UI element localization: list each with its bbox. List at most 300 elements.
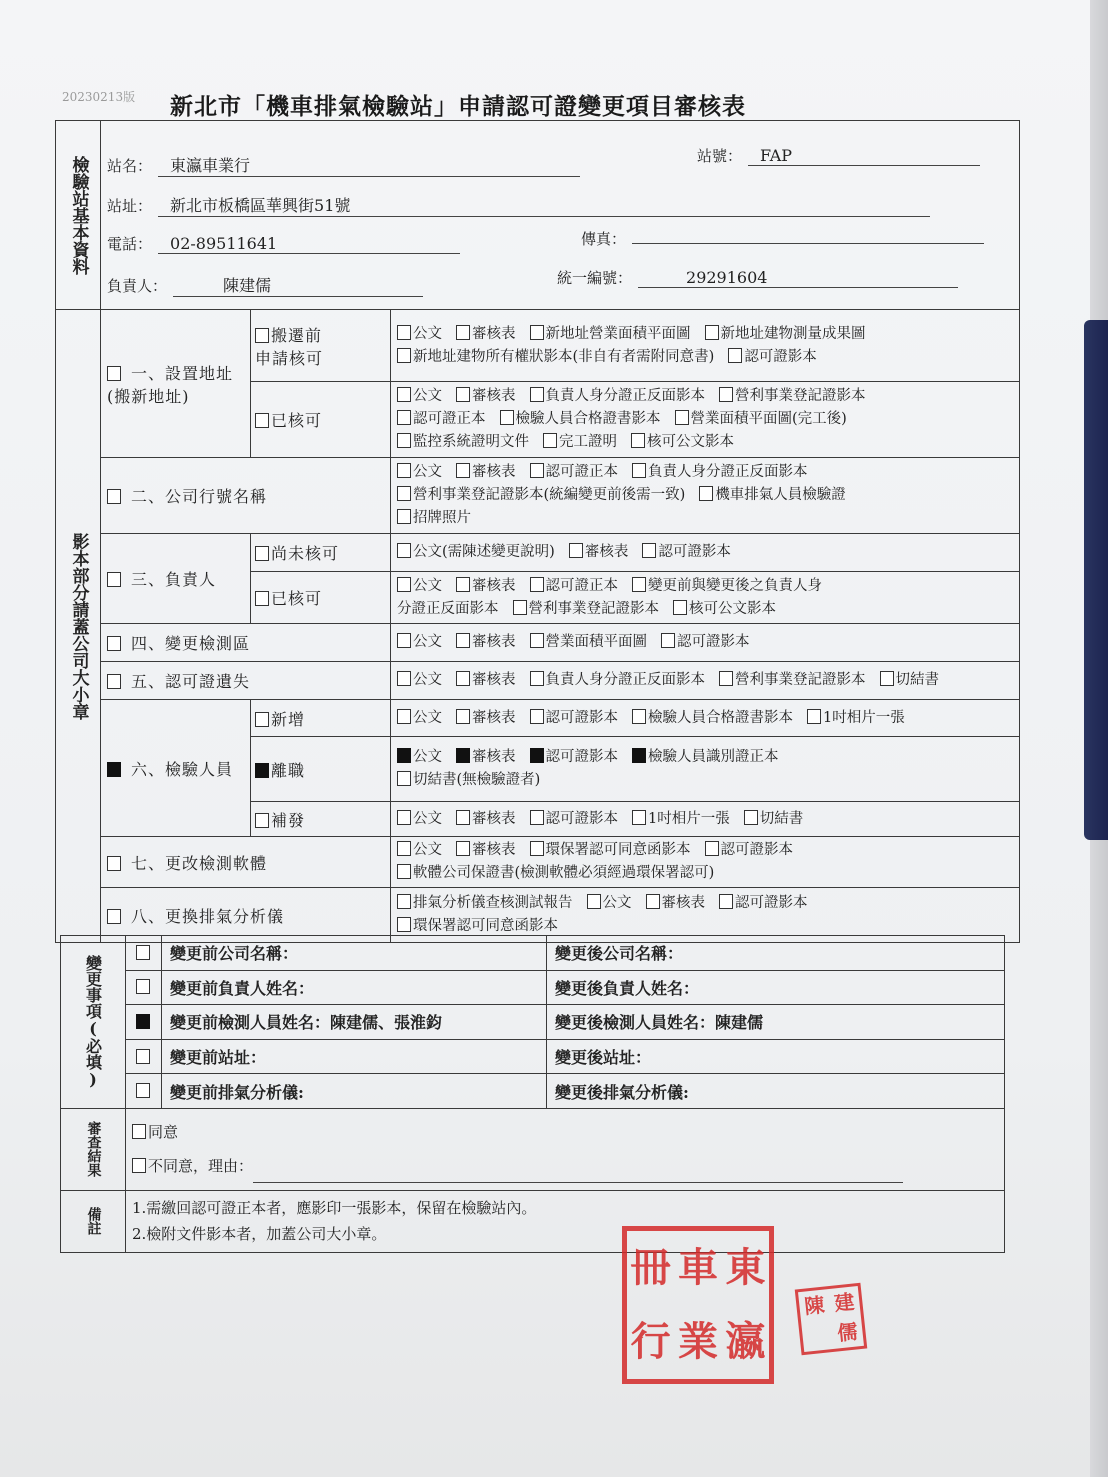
change-after[interactable]: 變更後檢測人員姓名：陳建儒 [547, 1005, 1005, 1040]
section-label: 二、公司行號名稱 [131, 487, 268, 506]
checklist-item[interactable] [456, 388, 516, 404]
checklist-item-label: 審核表 [472, 749, 516, 765]
checklist-cell [391, 837, 1020, 888]
subsection-label: 已核可 [271, 589, 323, 608]
subsection-checkbox[interactable] [255, 541, 390, 564]
checkbox[interactable] [255, 712, 269, 727]
change-row [61, 1005, 1005, 1040]
checkbox[interactable] [530, 841, 544, 856]
checklist-item-label: 檢驗人員識別證正本 [648, 749, 779, 765]
checkbox[interactable] [530, 633, 544, 648]
checklist-item[interactable] [456, 578, 516, 594]
company-seal-stamp: 冊 車 東 行 業 瀛 [622, 1226, 774, 1384]
checklist-item[interactable] [530, 672, 706, 688]
checkbox[interactable] [675, 410, 689, 425]
checkbox[interactable] [646, 894, 660, 909]
subsection-checkbox[interactable] [255, 323, 390, 369]
checkbox[interactable] [530, 748, 544, 763]
changes-table [60, 935, 1005, 1253]
checkbox[interactable] [530, 387, 544, 402]
form-version: 20230213版 [62, 90, 136, 104]
subsection-label-cell [251, 737, 391, 802]
checklist-cell [391, 572, 1020, 624]
section-label-cell [101, 624, 391, 662]
tax-id-label: 統一編號： [557, 269, 633, 287]
station-name-value: 東瀛車業行 [158, 153, 580, 177]
checklist-item[interactable] [530, 842, 691, 858]
checkbox[interactable] [728, 348, 742, 363]
section-row [56, 662, 1020, 700]
checklist-cell [391, 310, 1020, 382]
section-7-checkbox[interactable] [107, 851, 390, 874]
change-before[interactable]: 變更前負責人姓名： [162, 970, 547, 1005]
checklist-item[interactable] [397, 634, 442, 650]
checklist-item[interactable] [587, 895, 632, 911]
checklist-item[interactable] [632, 464, 808, 480]
checklist-item-label: 認可證影本 [658, 544, 731, 560]
checklist-item-label: 認可證影本 [545, 709, 618, 726]
station-name-field[interactable] [107, 153, 580, 177]
address-field[interactable] [107, 193, 930, 217]
checkbox[interactable] [255, 813, 269, 828]
checkbox[interactable] [719, 671, 733, 686]
checkbox[interactable] [632, 577, 646, 592]
change-row [61, 970, 1005, 1005]
checklist-item[interactable] [530, 710, 619, 726]
checkbox[interactable] [136, 1014, 150, 1029]
checklist-cell [391, 737, 1020, 802]
change-after[interactable]: 變更後負責人姓名： [547, 970, 1005, 1005]
checklist-item[interactable] [530, 578, 619, 594]
owner-field[interactable] [107, 273, 423, 297]
checkbox[interactable] [530, 325, 544, 340]
station-no-field[interactable] [697, 145, 980, 166]
checkbox[interactable] [807, 709, 821, 724]
checklist-item[interactable] [705, 326, 866, 342]
change-before[interactable]: 變更前檢測人員姓名：陳建儒、張淮鈞 [162, 1005, 547, 1040]
checklist-item[interactable] [456, 710, 516, 726]
checklist-item[interactable] [530, 634, 648, 650]
section-label: 四、變更檢測區 [131, 634, 251, 653]
section-5-checkbox[interactable] [107, 669, 390, 692]
change-checkbox-cell [126, 1039, 162, 1074]
checkbox[interactable] [456, 841, 470, 856]
fax-field[interactable] [581, 225, 984, 249]
checkbox[interactable] [456, 387, 470, 402]
checkbox[interactable] [456, 325, 470, 340]
checkbox[interactable] [699, 486, 713, 501]
section-3-checkbox[interactable] [107, 567, 250, 590]
checkbox[interactable] [255, 763, 269, 778]
checklist-item-label: 核可公文影本 [647, 434, 734, 450]
checklist-item-label: 營利事業登記證影本 [735, 672, 866, 688]
section-label: 五、認可證遺失 [131, 672, 251, 691]
section-8-checkbox[interactable] [107, 904, 390, 927]
section-1-checkbox[interactable] [107, 361, 250, 407]
checklist-item[interactable] [397, 349, 714, 365]
checklist-item[interactable] [397, 918, 558, 934]
checkbox[interactable] [397, 671, 411, 686]
blue-object [1084, 320, 1108, 840]
checkbox[interactable] [132, 1124, 146, 1139]
checklist-item-label: 切結書(無檢驗證者) [413, 772, 541, 788]
checkbox[interactable] [397, 543, 411, 558]
change-after[interactable]: 變更後公司名稱： [547, 936, 1005, 971]
subsection-label-cell [251, 700, 391, 737]
checkbox[interactable] [456, 671, 470, 686]
checklist-item[interactable] [569, 544, 629, 560]
checklist-line [397, 669, 1013, 692]
checklist-item[interactable] [397, 865, 714, 881]
checkbox[interactable] [397, 810, 411, 825]
checklist-item-label: 監控系統證明文件 [413, 434, 529, 450]
checklist-item[interactable] [807, 710, 905, 726]
checklist-item[interactable] [744, 811, 804, 827]
checkbox[interactable] [107, 762, 121, 777]
checklist-item-label: 分證正反面影本 [397, 600, 499, 617]
checkbox[interactable] [107, 489, 121, 504]
checklist-item-label: 認可證正本 [413, 411, 486, 427]
checklist-item-label: 1吋相片一張 [823, 709, 905, 726]
checkbox[interactable] [632, 709, 646, 724]
checklist-item[interactable] [456, 811, 516, 827]
checklist-item-label: 公文 [413, 672, 442, 688]
checkbox[interactable] [107, 572, 121, 587]
checklist-item[interactable] [397, 895, 573, 911]
disagree-option[interactable] [132, 1149, 998, 1183]
section-2-checkbox[interactable] [107, 484, 390, 507]
checklist-item[interactable] [397, 578, 442, 594]
checklist-item[interactable] [675, 411, 847, 427]
checklist-item-label: 營業面積平面圖(完工後) [690, 411, 847, 427]
section-row [56, 700, 1020, 737]
checklist-line [397, 892, 1013, 915]
checkbox[interactable] [719, 894, 733, 909]
checklist-item[interactable] [397, 388, 442, 404]
checklist-item[interactable] [456, 672, 516, 688]
checklist-item-label: 認可證影本 [545, 749, 618, 765]
change-before[interactable]: 變更前站址： [162, 1039, 547, 1074]
checklist-item-label: 切結書 [759, 810, 804, 827]
checklist-cell [391, 382, 1020, 458]
checkbox[interactable] [107, 366, 121, 381]
copies-label: 影本部分請蓋公司大小章 [68, 532, 89, 720]
note-item: 1.需繳回認可證正本者，應影印一張影本，保留在檢驗站內。 [132, 1199, 537, 1218]
section-label: 八、更換排氣分析儀 [131, 906, 285, 926]
checkbox[interactable] [719, 387, 733, 402]
checklist-item-label: 招牌照片 [413, 510, 471, 526]
change-checkbox-cell [126, 936, 162, 971]
checklist-line [397, 507, 1013, 530]
checklist-item-label: 公文 [413, 577, 442, 594]
checkbox[interactable] [673, 600, 687, 615]
checklist-item[interactable] [632, 578, 822, 594]
checkbox[interactable] [661, 633, 675, 648]
tax-id-value: 29291604 [638, 268, 958, 288]
notes-label: 備註 [85, 1207, 102, 1236]
checkbox[interactable] [397, 748, 411, 763]
subsection-checkbox[interactable] [255, 808, 390, 831]
checklist-item[interactable] [646, 895, 706, 911]
checkbox[interactable] [255, 413, 269, 428]
checkbox[interactable] [705, 325, 719, 340]
checklist-item[interactable] [397, 411, 486, 427]
checklist-item-label: 完工證明 [559, 434, 617, 450]
checklist-item[interactable] [728, 349, 817, 365]
reason-input[interactable] [253, 1166, 903, 1183]
checkbox[interactable] [530, 709, 544, 724]
phone-value: 02-89511641 [158, 234, 460, 254]
checkbox[interactable] [397, 348, 411, 363]
checkbox[interactable] [632, 748, 646, 763]
checkbox[interactable] [397, 433, 411, 448]
checklist-item[interactable] [456, 749, 516, 765]
checklist-item[interactable] [632, 710, 793, 726]
checkbox[interactable] [397, 410, 411, 425]
change-before[interactable]: 變更前排氣分析儀: [162, 1074, 547, 1109]
checkbox[interactable] [397, 486, 411, 501]
section-label-cell [101, 310, 251, 458]
checkbox[interactable] [530, 463, 544, 478]
checkbox[interactable] [397, 917, 411, 932]
checkbox[interactable] [632, 810, 646, 825]
checklist-item[interactable] [397, 544, 555, 560]
subsection-checkbox[interactable] [255, 758, 390, 781]
checklist-item[interactable] [397, 811, 442, 827]
checkbox[interactable] [255, 546, 269, 561]
checkbox[interactable] [456, 463, 470, 478]
checkbox[interactable] [397, 387, 411, 402]
checklist-item-label: 審核表 [472, 842, 516, 858]
change-checkbox-cell [126, 1005, 162, 1040]
changes-label-cell [61, 936, 126, 1109]
checkbox[interactable] [397, 894, 411, 909]
checklist-item-label: 審核表 [472, 577, 516, 594]
checkbox[interactable] [569, 543, 583, 558]
checklist-item-label: 排氣分析儀查核測試報告 [413, 895, 573, 911]
checklist-item[interactable] [456, 464, 516, 480]
checklist-item[interactable] [397, 510, 471, 526]
section-row [56, 837, 1020, 888]
checkbox[interactable] [397, 325, 411, 340]
subsection-label-cell [251, 534, 391, 572]
checkbox[interactable] [530, 671, 544, 686]
checklist-line [397, 541, 1013, 564]
checkbox[interactable] [397, 841, 411, 856]
checkbox[interactable] [456, 709, 470, 724]
checklist-item-label: 新地址建物所有權狀影本(非自有者需附同意書) [413, 348, 715, 365]
checkbox[interactable] [456, 577, 470, 592]
section-4-checkbox[interactable] [107, 631, 390, 654]
checklist-item[interactable] [456, 326, 516, 342]
checkbox[interactable] [587, 894, 601, 909]
form-table [55, 120, 1020, 943]
tax-id-field[interactable] [557, 267, 958, 288]
checkbox[interactable] [255, 328, 269, 343]
subsection-label-cell [251, 802, 391, 837]
checkbox[interactable] [397, 709, 411, 724]
address-value: 新北市板橋區華興街51號 [158, 193, 930, 217]
section-6-checkbox[interactable] [107, 757, 250, 780]
checklist-item-label: 公文 [413, 325, 442, 342]
checklist-item[interactable] [513, 601, 660, 617]
agree-option[interactable] [132, 1115, 998, 1149]
change-before[interactable]: 變更前公司名稱： [162, 936, 547, 971]
checklist-item-label: 營利事業登記證影本 [528, 600, 659, 617]
checklist-line [397, 746, 1013, 769]
checkbox[interactable] [456, 748, 470, 763]
checkbox[interactable] [107, 636, 121, 651]
phone-field[interactable] [107, 233, 460, 254]
change-row [61, 1039, 1005, 1074]
change-row [61, 1074, 1005, 1109]
checklist-cell [391, 624, 1020, 662]
checklist-item[interactable] [397, 772, 540, 788]
checkbox[interactable] [642, 543, 656, 558]
checklist-item[interactable] [705, 842, 794, 858]
checkbox[interactable] [500, 410, 514, 425]
checklist-item-label: 公文 [413, 709, 442, 726]
checklist-item[interactable] [631, 434, 734, 450]
checklist-line [397, 707, 1013, 730]
checkbox[interactable] [397, 509, 411, 524]
checklist-item-label: 檢驗人員合格證書影本 [515, 411, 661, 427]
checklist-item[interactable] [719, 895, 808, 911]
checklist-item[interactable] [397, 326, 442, 342]
subsection-checkbox[interactable] [255, 408, 390, 431]
owner-label: 負責人： [107, 277, 168, 295]
notes-row [61, 1190, 1005, 1252]
checklist-item[interactable] [719, 672, 866, 688]
checklist-item[interactable] [632, 811, 730, 827]
checklist-cell [391, 802, 1020, 837]
checklist-line [397, 862, 1013, 885]
checklist-item[interactable] [397, 601, 499, 617]
checkbox[interactable] [530, 577, 544, 592]
checklist-item-label: 負責人身分證正反面影本 [545, 388, 705, 404]
checkbox[interactable] [397, 577, 411, 592]
checkbox[interactable] [136, 1049, 150, 1064]
checklist-item[interactable] [530, 326, 691, 342]
checklist-item-label: 認可證影本 [677, 634, 750, 650]
checklist-item-label: 公文 [413, 464, 442, 480]
checklist-item[interactable] [456, 842, 516, 858]
checklist-item[interactable] [397, 842, 442, 858]
checkbox[interactable] [136, 945, 150, 960]
checklist-item[interactable] [661, 634, 750, 650]
section-row [56, 534, 1020, 572]
section-row [56, 310, 1020, 382]
subsection-label: 搬遷前 申請核可 [255, 325, 324, 368]
checklist-item-label: 變更前與變更後之負責人身 [648, 577, 822, 594]
checkbox[interactable] [705, 841, 719, 856]
form-title: 新北市「機車排氣檢驗站」申請認可證變更項目審核表 [170, 93, 746, 120]
subsection-checkbox[interactable] [255, 586, 390, 609]
station-no-value: FAP [748, 146, 980, 166]
checklist-item-label: 公文 [602, 895, 632, 911]
checkbox[interactable] [456, 810, 470, 825]
checklist-item-label: 營利事業登記證影本(統編變更前後需一致) [413, 487, 686, 503]
address-label: 站址： [107, 197, 153, 215]
checkbox[interactable] [132, 1158, 146, 1173]
checkbox[interactable] [107, 674, 121, 689]
checkbox[interactable] [397, 864, 411, 879]
change-after[interactable]: 變更後站址： [547, 1039, 1005, 1074]
checklist-item[interactable] [397, 749, 442, 765]
checklist-item-label: 審核表 [472, 388, 516, 404]
checklist-item[interactable] [880, 672, 940, 688]
checklist-cell [391, 662, 1020, 700]
checklist-line [397, 484, 1013, 507]
checkbox[interactable] [631, 433, 645, 448]
checklist-item[interactable] [397, 434, 529, 450]
checklist-item-label: 環保署認可同意函影本 [545, 842, 691, 858]
checklist-item[interactable] [632, 749, 779, 765]
checklist-item[interactable] [673, 601, 776, 617]
checklist-item[interactable] [543, 434, 617, 450]
checklist-item[interactable] [719, 388, 866, 404]
checklist-item-label: 公文 [413, 388, 442, 404]
checkbox[interactable] [456, 633, 470, 648]
checklist-item[interactable] [530, 388, 706, 404]
checkbox[interactable] [543, 433, 557, 448]
section-label-cell [101, 837, 391, 888]
checklist-item-label: 認可證正本 [545, 464, 618, 480]
subsection-label-cell [251, 572, 391, 624]
checklist-item[interactable] [530, 749, 619, 765]
checklist-item-label: 審核表 [472, 672, 516, 688]
checkbox[interactable] [744, 810, 758, 825]
checklist-item[interactable] [397, 710, 442, 726]
checklist-item[interactable] [699, 487, 846, 503]
notes-cell [126, 1190, 1005, 1252]
subsection-checkbox[interactable] [255, 707, 390, 730]
checkbox[interactable] [136, 1083, 150, 1098]
checkbox[interactable] [880, 671, 894, 686]
checkbox[interactable] [107, 909, 121, 924]
change-after[interactable]: 變更後排氣分析儀: [547, 1074, 1005, 1109]
checklist-item-label: 認可證影本 [545, 810, 618, 827]
checkbox[interactable] [513, 600, 527, 615]
checkbox[interactable] [107, 856, 121, 871]
checklist-item-label: 認可證影本 [744, 348, 817, 365]
checklist-line [397, 346, 1013, 369]
checklist-item[interactable] [500, 411, 661, 427]
change-checkbox-cell [126, 1074, 162, 1109]
review-cell [126, 1108, 1005, 1190]
checklist-item-label: 負責人身分證正反面影本 [648, 464, 808, 480]
checklist-item[interactable] [397, 464, 442, 480]
checklist-item-label: 1吋相片一張 [648, 810, 730, 827]
checkbox[interactable] [397, 633, 411, 648]
checklist-item[interactable] [397, 672, 442, 688]
disagree-label: 不同意，理由： [148, 1157, 254, 1176]
checklist-item-label: 審核表 [661, 895, 705, 911]
checkbox[interactable] [632, 463, 646, 478]
checkbox[interactable] [136, 979, 150, 994]
checklist-item[interactable] [456, 634, 516, 650]
checklist-item[interactable] [530, 811, 619, 827]
checkbox[interactable] [397, 463, 411, 478]
subsection-label-cell [251, 382, 391, 458]
checklist-item[interactable] [397, 487, 685, 503]
checkbox[interactable] [530, 810, 544, 825]
checklist-item[interactable] [642, 544, 731, 560]
checkbox[interactable] [397, 771, 411, 786]
checkbox[interactable] [255, 591, 269, 606]
basic-info-label: 檢驗站基本資料 [68, 155, 89, 275]
checklist-item[interactable] [530, 464, 619, 480]
